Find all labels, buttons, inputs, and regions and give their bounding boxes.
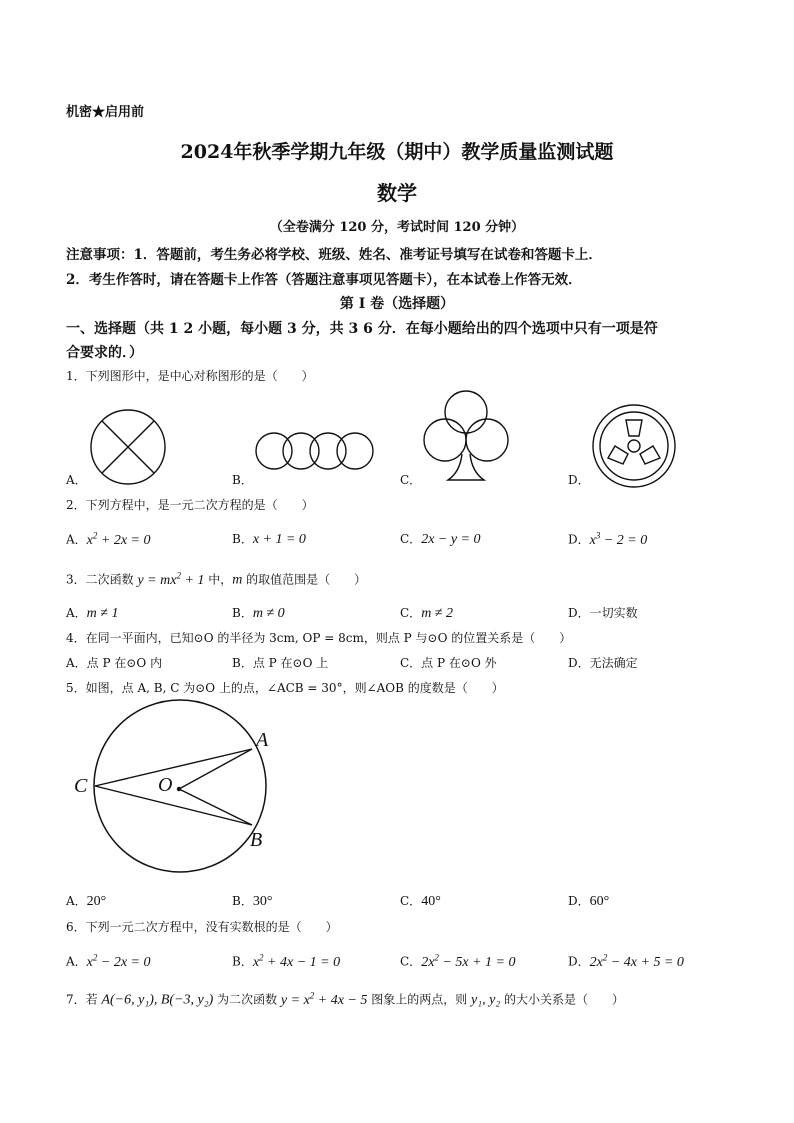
q1-option-b[interactable]: B． — [232, 473, 253, 487]
q1-option-d[interactable]: D． — [568, 473, 590, 487]
section-desc-line1: 一、选择题（共 1 2 小题，每小题 3 分，共 3 6 分．在每小题给出的四个选项中只有一项是符 — [66, 321, 658, 337]
q1-stem: 1．下列图形中，是中心对称图形的是（ ） — [66, 369, 314, 383]
section-title: 第 I 卷（选择题） — [339, 296, 455, 312]
q5-option-c[interactable]: C．40° — [400, 894, 441, 909]
q6-d-formula: $2x^2 - 4x + 5 = 0$ — [589, 952, 684, 970]
q1-figure-a — [88, 407, 170, 489]
q5-line-ob — [179, 789, 252, 825]
q5-stem: 5．如图，点 A, B, C 为⊙O 上的点，∠ACB = 30°，则∠AOB 的度数是（ ） — [66, 681, 504, 695]
q3-option-a[interactable]: A．m ≠ 1 — [66, 606, 119, 621]
q7-function: $y = x^2 + 4x - 5$ — [280, 990, 368, 1008]
q2-a-formula: $x^2 + 2x = 0$ — [86, 530, 151, 548]
q1-figure-b — [255, 430, 375, 474]
q1-figure-c — [420, 388, 512, 484]
q3-function: $y = mx^2 + 1$ — [137, 570, 205, 588]
q5-line-ca — [95, 749, 252, 786]
q5-option-b[interactable]: B．30° — [232, 894, 273, 909]
q5-option-a[interactable]: A．20° — [66, 894, 107, 909]
q3-option-c[interactable]: C．m ≠ 2 — [400, 606, 453, 621]
q6-a-formula: $x^2 - 2x = 0$ — [86, 952, 151, 970]
q1c-left-lobe — [424, 419, 466, 461]
q3-a-formula: m ≠ 1 — [86, 606, 119, 621]
q5-label-o: O — [158, 774, 173, 796]
q2-stem: 2．下列方程中，是一元二次方程的是（ ） — [66, 498, 314, 512]
q1-figure-d — [590, 402, 680, 492]
q2-d-label: D． — [568, 532, 590, 547]
q1b-ring2 — [283, 433, 319, 469]
q1b-ring1 — [256, 433, 292, 469]
q2-option-b[interactable] — [232, 530, 306, 548]
q2-a-label: A． — [66, 532, 87, 547]
q1d-blade-top — [626, 420, 642, 436]
q5-line-cb — [95, 786, 252, 825]
q4-option-d[interactable]: D．无法确定 — [568, 656, 638, 670]
q1d-blade-right — [640, 446, 660, 464]
q2-option-a[interactable] — [66, 530, 151, 549]
q1c-right-lobe — [466, 419, 508, 461]
q1-option-a[interactable]: A． — [66, 473, 87, 487]
q2-b-label: B． — [232, 532, 253, 546]
q1d-blade-left — [608, 446, 628, 464]
q5-line-oa — [179, 749, 252, 789]
confidential-label: 机密★启用前 — [66, 105, 145, 120]
subject-title: 数学 — [377, 181, 417, 205]
q3-b-formula: m ≠ 0 — [252, 606, 285, 621]
q4-option-c[interactable]: C．点 P 在⊙O 外 — [400, 656, 497, 670]
q5-label-b: B — [250, 829, 263, 851]
q3-d-text: 一切实数 — [589, 606, 638, 620]
q3-option-b[interactable]: B．m ≠ 0 — [232, 606, 285, 621]
q2-option-c[interactable] — [400, 530, 481, 548]
note-2: 2．考生作答时，请在答题卡上作答（答题注意事项见答题卡），在本试卷上作答无效． — [66, 272, 582, 288]
q2-option-d[interactable] — [568, 530, 647, 549]
note-1: 注意事项：1．答题前，考生务必将学校、班级、姓名、准考证号填写在试卷和答题卡上． — [66, 247, 602, 263]
q5-label-c: C — [74, 775, 88, 797]
q1b-ring3 — [310, 433, 346, 469]
exam-title: 2024年秋季学期九年级（期中）教学质量监测试题 — [180, 141, 614, 163]
q4-option-b[interactable]: B．点 P 在⊙O 上 — [232, 656, 329, 670]
q6-option-a[interactable]: A．$x^2 - 2x = 0$ — [66, 952, 151, 970]
q5-label-a: A — [256, 729, 269, 751]
q5-circle-figure — [70, 710, 290, 870]
q4-stem: 4．在同一平面内，已知⊙O 的半径为 3cm, OP = 8cm，则点 P 与⊙O 的位置关系是（ ） — [66, 631, 572, 645]
exam-info: （全卷满分 120 分，考试时间 120 分钟） — [269, 220, 525, 235]
q2-c-label: C． — [400, 532, 422, 546]
q5-option-d[interactable]: D．60° — [568, 894, 610, 909]
q6-b-formula: $x^2 + 4x - 1 = 0$ — [252, 952, 341, 970]
q5-c-value: 40° — [421, 894, 441, 909]
q3-stem: 3．二次函数 $y = mx^2 + 1$ 中，m 的取值范围是（ ） — [66, 570, 367, 588]
q5-circle — [94, 700, 266, 872]
q6-c-formula: $2x^2 - 5x + 1 = 0$ — [421, 952, 516, 970]
q2-b-formula: x + 1 = 0 — [252, 532, 306, 547]
q1b-ring4 — [337, 433, 373, 469]
q1c-top-lobe — [445, 391, 487, 433]
q4-option-a[interactable]: A．点 P 在⊙O 内 — [66, 656, 163, 670]
q6-stem: 6．下列一元二次方程中，没有实数根的是（ ） — [66, 920, 338, 934]
q1d-outer — [593, 405, 675, 487]
q1-option-c[interactable]: C． — [400, 473, 422, 487]
q7-stem: 7．若 A(−6, y₁), B(−3, y₂) 为二次函数 $y = x^2 + 4x - 5$ 图象上的两点，则 y₁, y₂ 的大小关系是（ ） — [66, 990, 625, 1008]
q5-a-value: 20° — [86, 894, 107, 909]
q6-option-b[interactable]: B．$x^2 + 4x - 1 = 0$ — [232, 952, 341, 970]
q2-c-formula: 2x − y = 0 — [421, 532, 481, 547]
q3-c-formula: m ≠ 2 — [421, 606, 453, 621]
q1d-hub — [628, 440, 640, 452]
q6-option-d[interactable]: D．$2x^2 - 4x + 5 = 0$ — [568, 952, 684, 970]
q3-option-d[interactable]: D．一切实数 — [568, 606, 638, 620]
q5-d-value: 60° — [589, 894, 610, 909]
q5-center-dot — [177, 787, 181, 791]
q1c-stem — [448, 454, 484, 480]
section-desc-line2: 合要求的．） — [66, 345, 143, 361]
q7-points: A(−6, y₁), B(−3, y₂) — [101, 992, 214, 1008]
q7-ys: y₁, y₂ — [471, 992, 501, 1008]
q2-d-formula: $x^3 - 2 = 0$ — [589, 530, 648, 548]
q5-b-value: 30° — [252, 894, 273, 909]
q6-option-c[interactable]: C．$2x^2 - 5x + 1 = 0$ — [400, 952, 516, 970]
